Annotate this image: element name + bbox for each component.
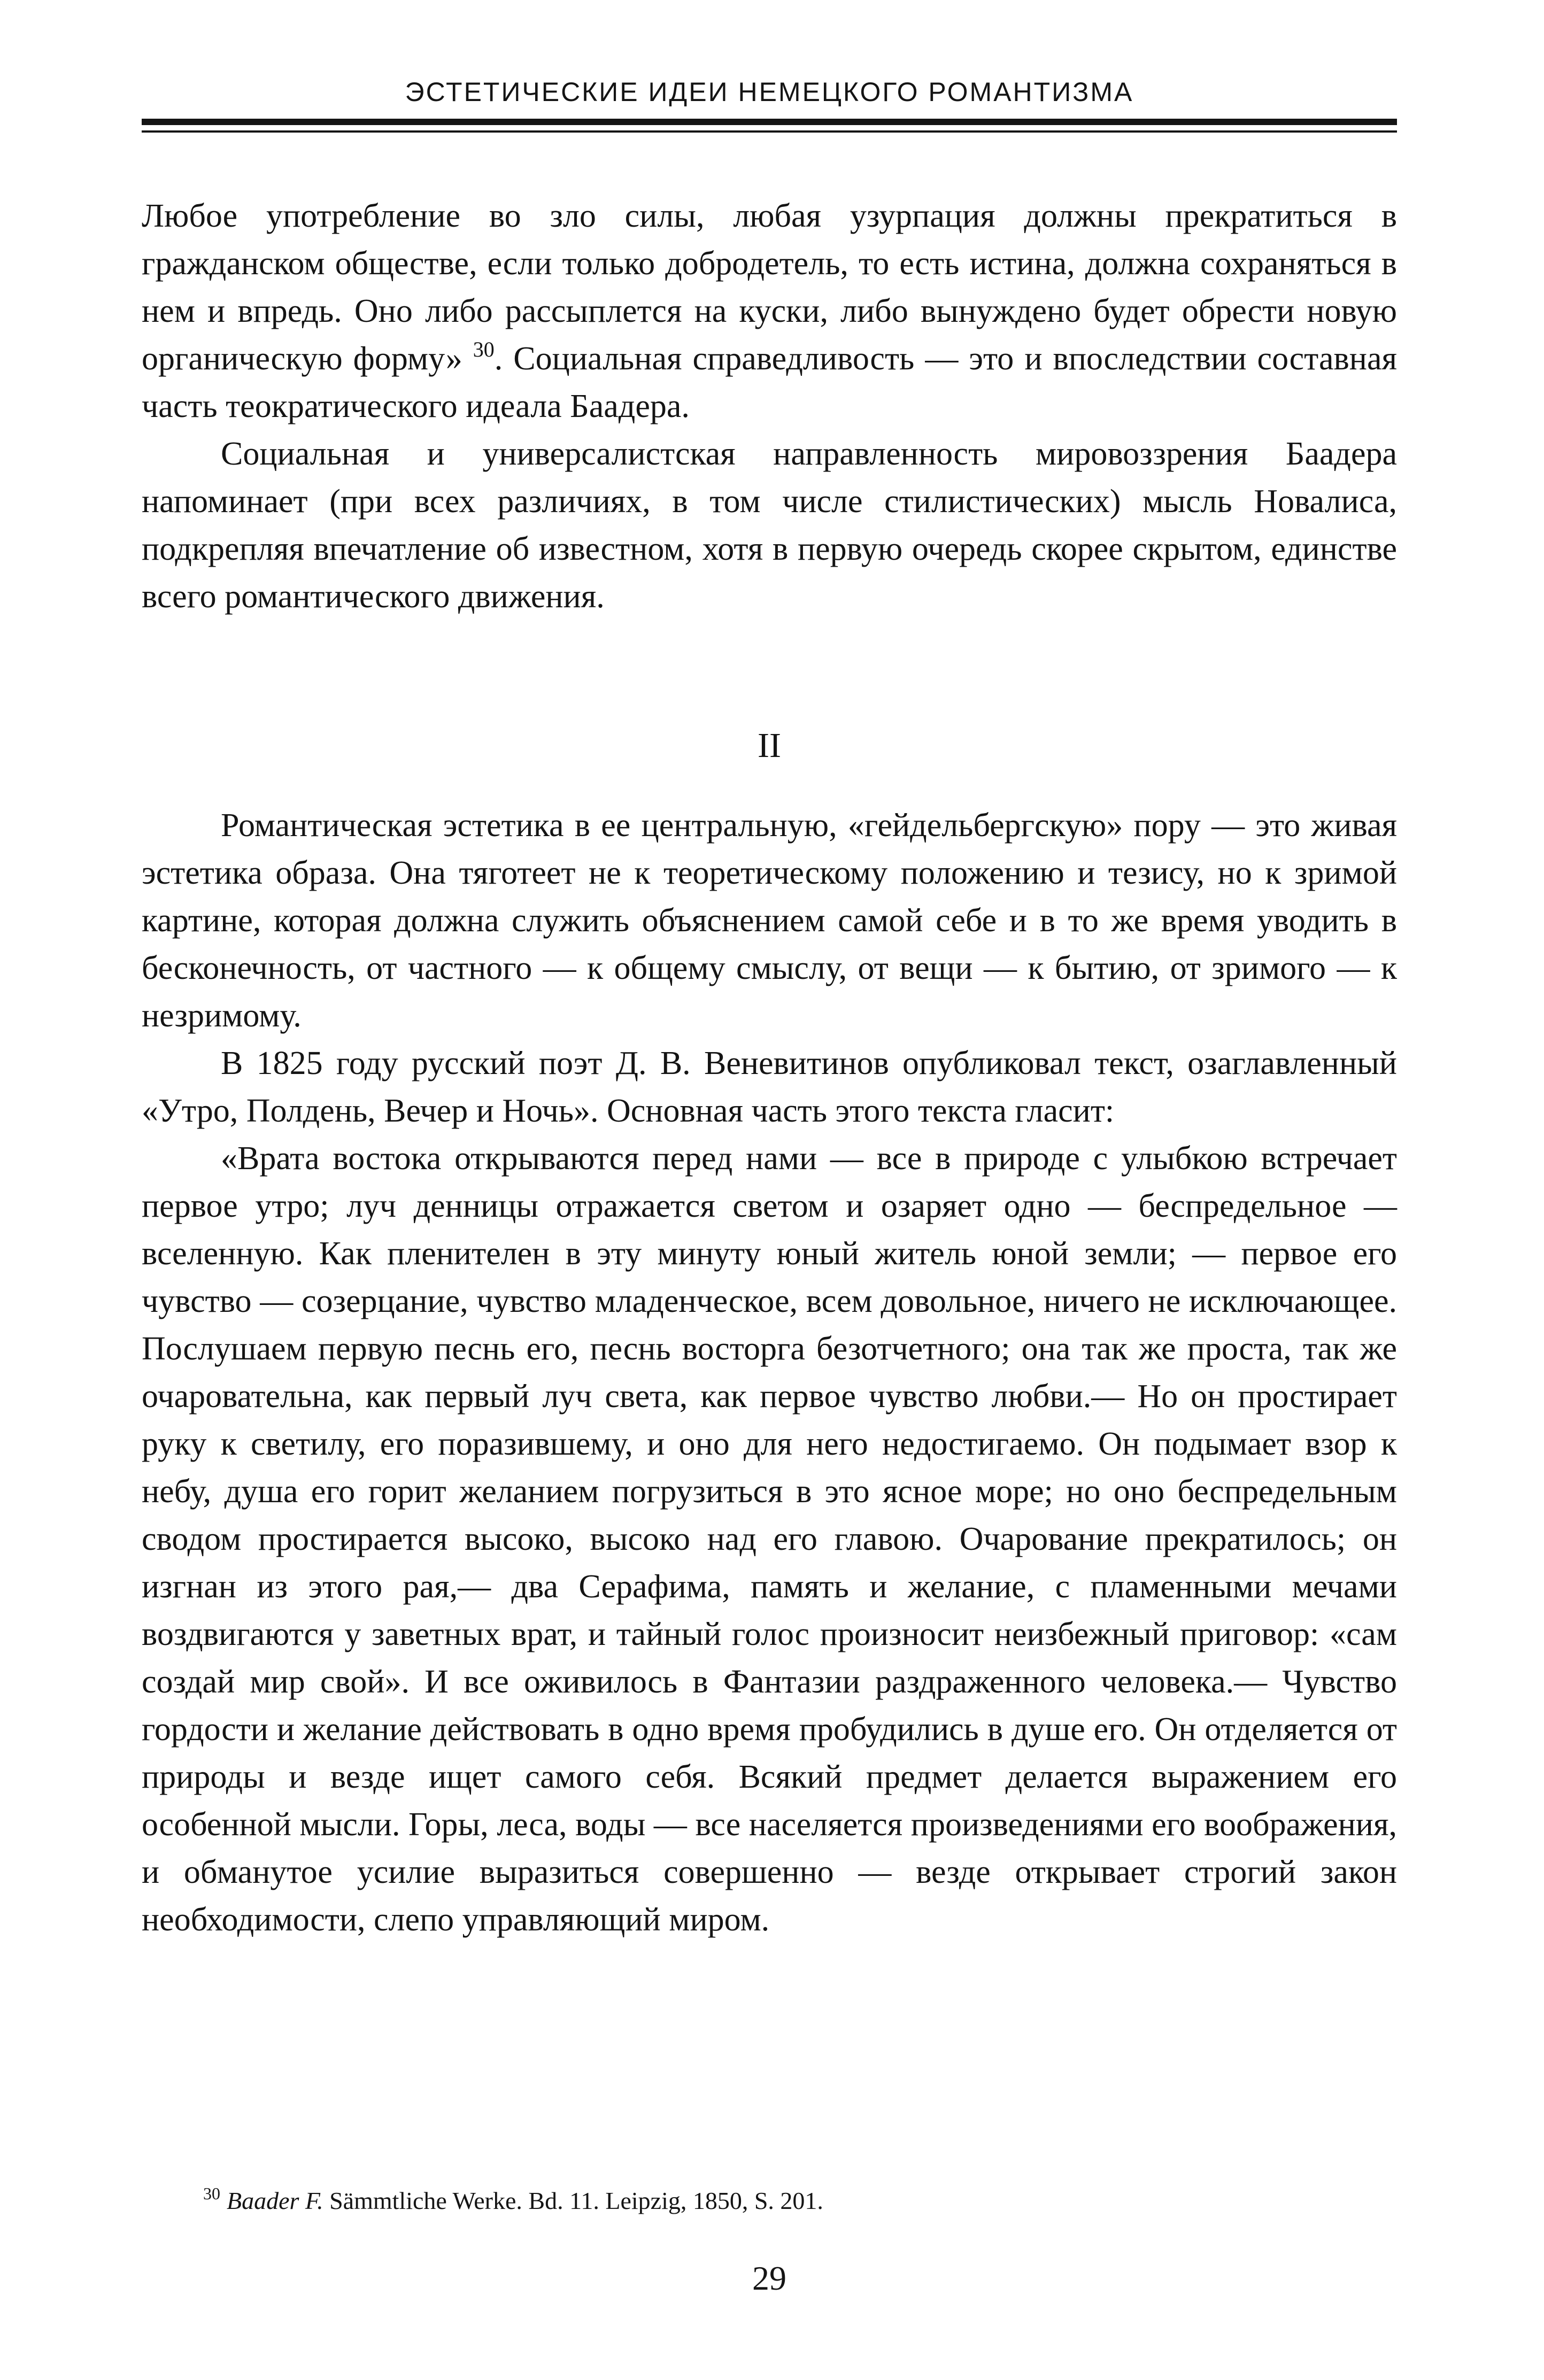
running-title: ЭСТЕТИЧЕСКИЕ ИДЕИ НЕМЕЦКОГО РОМАНТИЗМА: [405, 77, 1134, 107]
paragraph: В 1825 году русский поэт Д. В. Веневитинов опубликовал текст, озаглавленный «Утро, Полдень, Вечер и Ночь». Основная часть этого текста гласит:: [142, 1045, 1397, 1129]
footnote-number: 30: [203, 2184, 220, 2203]
footnote: [142, 2176, 1397, 2219]
paragraph-continued: [142, 192, 1397, 430]
header-rule-thin: [142, 130, 1397, 133]
section-one-text: [142, 192, 1397, 621]
paragraph: Социальная и универсалистская направленность мировоззрения Баадера напоминает (при всех различиях, в том числе стилистических) мысль Новалиса, подкрепляя впечатление об известном, хотя в первую очередь скорее скрытом, единстве всего романтического движения.: [142, 436, 1397, 615]
paragraph-text: . Социальная справедливость — это и впоследствии составная часть теократического идеала Баадера.: [142, 341, 1397, 424]
paragraph: Романтическая эстетика в ее центральную, «гейдельбергскую» пору — это живая эстетика образа. Она тяготеет не к теоретическому положению и тезису, но к зримой картине, которая должна служить объяснением самой себе и в то же время уводить в бесконечность, от частного — к общему смыслу, от вещи — к бытию, от зримого — к незримому.: [142, 807, 1397, 1034]
paragraph-text: Любое употребление во зло силы, любая узурпация должны прекратиться в гражданском обществе, если только добродетель, то есть истина, должна сохраняться в нем и впредь. Оно либо рассыплется на куски, либо вынуждено будет обрести новую органическую форму»: [142, 198, 1397, 377]
page-number: 29: [752, 2259, 786, 2297]
footnote-citation: Sämmtliche Werke. Bd. 11. Leipzig, 1850, S. 201.: [329, 2187, 823, 2214]
section-number: II: [758, 726, 781, 765]
header-rule-thick: [142, 119, 1397, 125]
footnote-reference: 30: [473, 337, 495, 361]
section-two-text: [142, 802, 1397, 1944]
footnote-author: Baader F.: [227, 2187, 323, 2214]
quotation-paragraph: «Врата востока открываются перед нами — все в природе с улыбкою встречает первое утро; луч денницы отражается светом и озаряет одно — беспредельное — вселенную. Как пленителен в эту минуту юный житель юной земли; — первое его чувство — созерцание, чувство младенческое, всем довольное, ничего не исключающее. Послушаем первую песнь его, песнь восторга безотчетного; она так же проста, так же очаровательна, как первый луч света, как первое чувство любви.— Но он простирает руку к светилу, его поразившему, и оно для него недостигаемо. Он подымает взор к небу, душа его горит желанием погрузиться в это ясное море; но оно беспредельным сводом простирается высоко, высоко над его главою. Очарование прекратилось; он изгнан из этого рая,— два Серафима, память и желание, с пламенными мечами воздвигаются у заветных врат, и тайный голос произносит неизбежный приговор: «сам создай мир свой». И все оживилось в Фантазии раздраженного человека.— Чувство гордости и желание действовать в одно время пробудились в душе его. Он отделяется от природы и везде ищет самого себя. Всякий предмет делается выражением его особенной мысли. Горы, леса, воды — все населяется произведениями его воображения, и обманутое усилие выразиться совершенно — везде открывает строгий закон необходимости, слепо управляющий миром.: [142, 1140, 1397, 1938]
